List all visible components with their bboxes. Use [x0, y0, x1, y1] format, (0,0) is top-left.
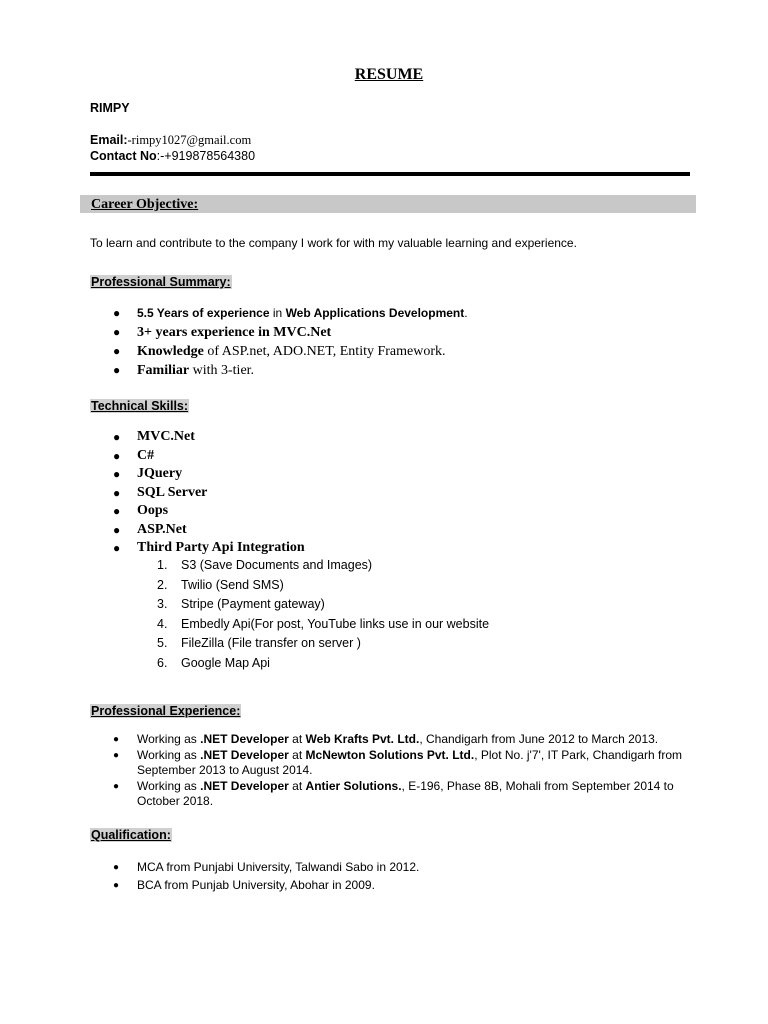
- api-item-number: 4.: [157, 616, 168, 631]
- api-item-number: 1.: [157, 558, 168, 572]
- experience-company: Antier Solutions.: [305, 778, 402, 793]
- bullet-icon: ●: [113, 485, 121, 500]
- professional-experience-heading: Professional Experience:: [91, 704, 241, 718]
- experience-at: at: [288, 778, 306, 793]
- contact-label: Contact No: [90, 149, 157, 163]
- contact-line: [90, 149, 255, 163]
- bullet-icon: ●: [113, 504, 121, 518]
- experience-details: , E-196, Phase 8B, Mohali from September 2014 to October 2018.: [137, 778, 674, 808]
- summary-item: [113, 304, 468, 323]
- email-label: Email:: [90, 133, 128, 147]
- experience-role: .NET Developer: [200, 778, 289, 793]
- professional-summary-heading-wrap: [90, 273, 232, 291]
- api-item-number: 2.: [157, 577, 168, 592]
- api-item-number: 3.: [157, 597, 168, 611]
- summary-text: with 3-tier.: [189, 363, 255, 378]
- experience-role: .NET Developer: [200, 732, 289, 746]
- experience-details: , Chandigarh from June 2012 to March 2013.: [419, 732, 659, 746]
- skill-item: [113, 428, 305, 447]
- api-item-label: S3 (Save Documents and Images): [181, 558, 373, 572]
- bullet-icon: ●: [113, 541, 121, 555]
- technical-skills-heading-wrap: [90, 397, 189, 415]
- api-integration-list: [157, 556, 489, 673]
- bullet-icon: ●: [113, 879, 120, 891]
- summary-item: [113, 361, 468, 380]
- bullet-icon: ●: [113, 344, 121, 358]
- skill-label: MVC.Net: [137, 429, 195, 444]
- skill-label: C#: [137, 447, 155, 463]
- api-item-label: Twilio (Send SMS): [181, 577, 284, 592]
- experience-item: [113, 779, 712, 810]
- experience-at: at: [288, 732, 306, 746]
- summary-bold: Knowledge: [137, 344, 204, 359]
- technical-skills-list: [113, 428, 305, 558]
- experience-company: McNewton Solutions Pvt. Ltd.: [305, 747, 475, 762]
- skill-item: [113, 447, 305, 466]
- api-item: [157, 615, 489, 635]
- experience-prefix: Working as: [137, 747, 201, 762]
- summary-item: [113, 342, 468, 361]
- summary-bold: 3+ years experience in MVC.Net: [137, 325, 332, 340]
- technical-skills-heading: Technical Skills:: [91, 399, 189, 413]
- bullet-icon: ●: [113, 448, 121, 463]
- skill-label: Oops: [137, 503, 169, 518]
- api-item-label: Embedly Api(For post, YouTube links use in our website: [181, 616, 490, 631]
- skill-label: Third Party Api Integration: [137, 540, 305, 555]
- skill-item: [113, 465, 305, 484]
- api-item-label: Stripe (Payment gateway): [181, 597, 325, 611]
- summary-bold: 5.5 Years of experience: [137, 306, 270, 320]
- contact-value: :-+919878564380: [156, 149, 256, 163]
- api-item-label: Google Map Api: [181, 655, 270, 670]
- resume-title: RESUME: [354, 66, 424, 83]
- skill-item: [113, 502, 305, 521]
- api-item: [157, 634, 489, 654]
- experience-prefix: Working as: [137, 778, 201, 793]
- summary-text: .: [464, 306, 468, 320]
- api-item-number: 5.: [157, 636, 168, 650]
- bullet-icon: ●: [113, 306, 121, 320]
- bullet-icon: ●: [113, 780, 120, 792]
- qualification-heading-wrap: [90, 826, 172, 844]
- qualification-item: [113, 859, 419, 877]
- professional-summary-heading: Professional Summary:: [91, 275, 231, 289]
- experience-role: .NET Developer: [200, 747, 289, 762]
- qualification-text: BCA from Punjab University, Abohar in 2009.: [137, 877, 375, 892]
- skill-item: [113, 484, 305, 503]
- professional-summary-list: [113, 304, 468, 380]
- api-item: [157, 576, 489, 596]
- api-item-label: FileZilla (File transfer on server ): [181, 636, 361, 650]
- bullet-icon: ●: [113, 522, 121, 537]
- qualification-heading: Qualification:: [91, 828, 171, 842]
- career-objective-text: To learn and contribute to the company I work for with my valuable learning and experience.: [90, 236, 577, 250]
- summary-text: of ASP.net, ADO.NET, Entity Framework.: [203, 344, 446, 359]
- experience-prefix: Working as: [137, 732, 201, 746]
- qualification-text: MCA from Punjabi University, Talwandi Sabo in 2012.: [137, 860, 420, 874]
- experience-at: at: [288, 747, 306, 762]
- professional-experience-heading-wrap: [90, 702, 241, 720]
- qualification-list: [113, 859, 419, 894]
- skill-label: SQL Server: [137, 484, 208, 500]
- bullet-icon: ●: [113, 467, 121, 481]
- bullet-icon: ●: [113, 430, 121, 444]
- summary-bold: Web Applications Development: [285, 306, 465, 320]
- bullet-icon: ●: [113, 734, 120, 745]
- email-value: -rimpy1027@gmail.com: [127, 133, 252, 147]
- bullet-icon: ●: [113, 749, 120, 761]
- experience-company: Web Krafts Pvt. Ltd.: [305, 732, 420, 746]
- experience-item: [113, 748, 712, 779]
- experience-list: [113, 732, 712, 810]
- email-line: [90, 133, 251, 148]
- api-item-number: 6.: [157, 655, 168, 670]
- bullet-icon: ●: [113, 325, 121, 339]
- experience-item: [113, 732, 712, 748]
- skill-item: [113, 539, 305, 558]
- skill-label: ASP.Net: [137, 521, 187, 537]
- summary-bold: Familiar: [137, 363, 190, 378]
- header-divider: [90, 172, 690, 176]
- skill-item: [113, 521, 305, 540]
- qualification-item: [113, 877, 419, 895]
- api-item: [157, 556, 489, 576]
- career-objective-heading: Career Objective:: [91, 197, 199, 212]
- summary-text: in: [269, 306, 286, 320]
- experience-details: , Plot No. j'7', IT Park, Chandigarh from September 2013 to August 2014.: [137, 747, 682, 777]
- api-item: [157, 654, 489, 674]
- candidate-name: RIMPY: [90, 101, 130, 115]
- bullet-icon: ●: [113, 862, 120, 873]
- summary-item: [113, 323, 468, 342]
- skill-label: JQuery: [137, 466, 183, 481]
- bullet-icon: ●: [113, 363, 121, 377]
- api-item: [157, 595, 489, 615]
